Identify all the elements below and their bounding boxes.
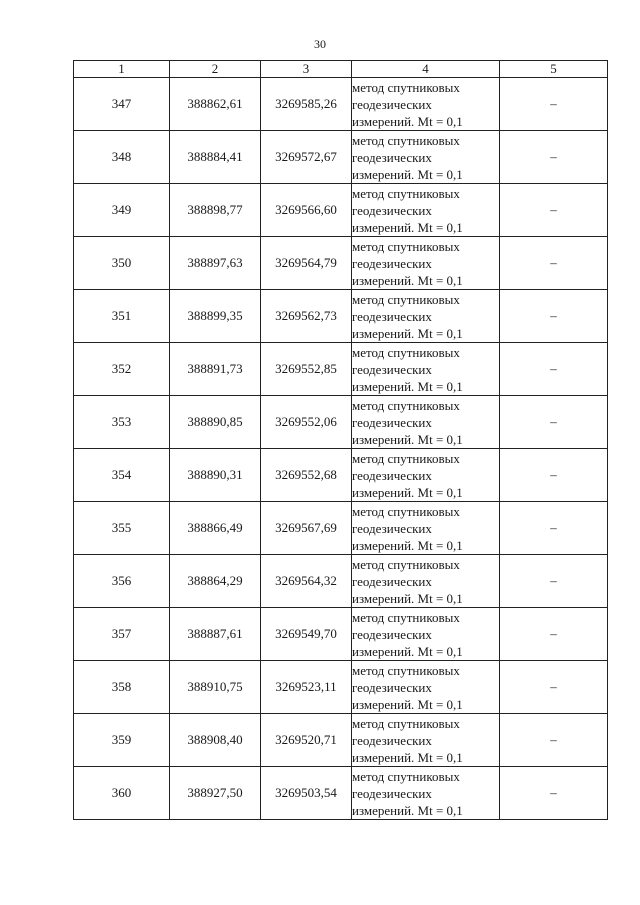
y-coordinate-cell: 3269585,26 <box>261 78 352 131</box>
method-line: измерений. Mt = 0,1 <box>352 696 463 712</box>
method-cell <box>352 555 500 608</box>
x-coordinate-cell: 388898,77 <box>170 184 261 237</box>
point-number-cell: 360 <box>74 767 170 820</box>
y-coordinate-cell: 3269564,32 <box>261 555 352 608</box>
method-line: геодезических <box>352 679 432 695</box>
note-cell: – <box>500 502 608 555</box>
method-cell <box>352 767 500 820</box>
method-line: геодезических <box>352 626 432 642</box>
table-row <box>74 396 608 449</box>
method-line: метод спутниковых <box>352 132 460 148</box>
method-line: метод спутниковых <box>352 768 460 784</box>
x-coordinate-cell: 388890,31 <box>170 449 261 502</box>
method-cell <box>352 131 500 184</box>
header-col-1: 1 <box>74 61 170 78</box>
x-coordinate-cell: 388862,61 <box>170 78 261 131</box>
method-line: измерений. Mt = 0,1 <box>352 643 463 659</box>
table-row <box>74 184 608 237</box>
method-cell <box>352 290 500 343</box>
point-number-cell: 355 <box>74 502 170 555</box>
x-coordinate-cell: 388864,29 <box>170 555 261 608</box>
note-cell: – <box>500 767 608 820</box>
y-coordinate-cell: 3269572,67 <box>261 131 352 184</box>
y-coordinate-cell: 3269552,68 <box>261 449 352 502</box>
method-cell <box>352 449 500 502</box>
point-number-cell: 347 <box>74 78 170 131</box>
method-cell <box>352 714 500 767</box>
point-number-cell: 359 <box>74 714 170 767</box>
method-line: геодезических <box>352 308 432 324</box>
method-line: геодезических <box>352 149 432 165</box>
table-row <box>74 714 608 767</box>
header-col-5: 5 <box>500 61 608 78</box>
x-coordinate-cell: 388908,40 <box>170 714 261 767</box>
coordinates-table <box>73 60 608 820</box>
point-number-cell: 357 <box>74 608 170 661</box>
method-line: измерений. Mt = 0,1 <box>352 166 463 182</box>
point-number-cell: 348 <box>74 131 170 184</box>
method-line: измерений. Mt = 0,1 <box>352 113 463 129</box>
x-coordinate-cell: 388899,35 <box>170 290 261 343</box>
table-row <box>74 608 608 661</box>
note-cell: – <box>500 290 608 343</box>
table-row <box>74 555 608 608</box>
y-coordinate-cell: 3269566,60 <box>261 184 352 237</box>
x-coordinate-cell: 388891,73 <box>170 343 261 396</box>
method-line: геодезических <box>352 96 432 112</box>
note-cell: – <box>500 449 608 502</box>
method-line: измерений. Mt = 0,1 <box>352 378 463 394</box>
method-line: измерений. Mt = 0,1 <box>352 749 463 765</box>
method-line: геодезических <box>352 732 432 748</box>
table-row <box>74 661 608 714</box>
header-col-4: 4 <box>352 61 500 78</box>
note-cell: – <box>500 78 608 131</box>
point-number-cell: 356 <box>74 555 170 608</box>
method-line: геодезических <box>352 520 432 536</box>
x-coordinate-cell: 388927,50 <box>170 767 261 820</box>
method-line: измерений. Mt = 0,1 <box>352 802 463 818</box>
point-number-cell: 350 <box>74 237 170 290</box>
method-line: метод спутниковых <box>352 662 460 678</box>
point-number-cell: 353 <box>74 396 170 449</box>
method-line: измерений. Mt = 0,1 <box>352 537 463 553</box>
table-row <box>74 502 608 555</box>
x-coordinate-cell: 388910,75 <box>170 661 261 714</box>
y-coordinate-cell: 3269520,71 <box>261 714 352 767</box>
method-line: метод спутниковых <box>352 291 460 307</box>
method-line: метод спутниковых <box>352 238 460 254</box>
note-cell: – <box>500 396 608 449</box>
note-cell: – <box>500 608 608 661</box>
point-number-cell: 351 <box>74 290 170 343</box>
x-coordinate-cell: 388884,41 <box>170 131 261 184</box>
table-row <box>74 449 608 502</box>
y-coordinate-cell: 3269567,69 <box>261 502 352 555</box>
point-number-cell: 358 <box>74 661 170 714</box>
method-line: метод спутниковых <box>352 344 460 360</box>
x-coordinate-cell: 388866,49 <box>170 502 261 555</box>
method-line: измерений. Mt = 0,1 <box>352 219 463 235</box>
method-cell <box>352 661 500 714</box>
x-coordinate-cell: 388887,61 <box>170 608 261 661</box>
method-line: геодезических <box>352 467 432 483</box>
note-cell: – <box>500 714 608 767</box>
y-coordinate-cell: 3269562,73 <box>261 290 352 343</box>
point-number-cell: 349 <box>74 184 170 237</box>
method-cell <box>352 343 500 396</box>
method-cell <box>352 78 500 131</box>
method-line: метод спутниковых <box>352 450 460 466</box>
method-line: измерений. Mt = 0,1 <box>352 325 463 341</box>
method-line: измерений. Mt = 0,1 <box>352 272 463 288</box>
table-header-row <box>74 61 608 78</box>
note-cell: – <box>500 555 608 608</box>
table-row <box>74 343 608 396</box>
method-cell <box>352 184 500 237</box>
method-cell <box>352 608 500 661</box>
point-number-cell: 352 <box>74 343 170 396</box>
method-line: измерений. Mt = 0,1 <box>352 431 463 447</box>
page-number: 30 <box>314 37 326 51</box>
method-line: геодезических <box>352 361 432 377</box>
y-coordinate-cell: 3269523,11 <box>261 661 352 714</box>
method-line: метод спутниковых <box>352 556 460 572</box>
table-row <box>74 290 608 343</box>
table-row <box>74 131 608 184</box>
method-line: измерений. Mt = 0,1 <box>352 484 463 500</box>
x-coordinate-cell: 388897,63 <box>170 237 261 290</box>
y-coordinate-cell: 3269549,70 <box>261 608 352 661</box>
method-line: геодезических <box>352 255 432 271</box>
method-line: метод спутниковых <box>352 79 460 95</box>
header-col-3: 3 <box>261 61 352 78</box>
y-coordinate-cell: 3269552,85 <box>261 343 352 396</box>
table-row <box>74 237 608 290</box>
y-coordinate-cell: 3269503,54 <box>261 767 352 820</box>
method-line: метод спутниковых <box>352 715 460 731</box>
x-coordinate-cell: 388890,85 <box>170 396 261 449</box>
method-line: метод спутниковых <box>352 397 460 413</box>
header-col-2: 2 <box>170 61 261 78</box>
method-line: измерений. Mt = 0,1 <box>352 590 463 606</box>
note-cell: – <box>500 237 608 290</box>
note-cell: – <box>500 184 608 237</box>
method-line: геодезических <box>352 414 432 430</box>
method-line: геодезических <box>352 785 432 801</box>
method-line: геодезических <box>352 202 432 218</box>
note-cell: – <box>500 343 608 396</box>
table-row <box>74 78 608 131</box>
method-cell <box>352 237 500 290</box>
y-coordinate-cell: 3269552,06 <box>261 396 352 449</box>
method-line: геодезических <box>352 573 432 589</box>
table-body <box>74 78 608 820</box>
y-coordinate-cell: 3269564,79 <box>261 237 352 290</box>
method-line: метод спутниковых <box>352 503 460 519</box>
point-number-cell: 354 <box>74 449 170 502</box>
method-cell <box>352 396 500 449</box>
method-line: метод спутниковых <box>352 185 460 201</box>
table-row <box>74 767 608 820</box>
method-line: метод спутниковых <box>352 609 460 625</box>
note-cell: – <box>500 131 608 184</box>
note-cell: – <box>500 661 608 714</box>
method-cell <box>352 502 500 555</box>
